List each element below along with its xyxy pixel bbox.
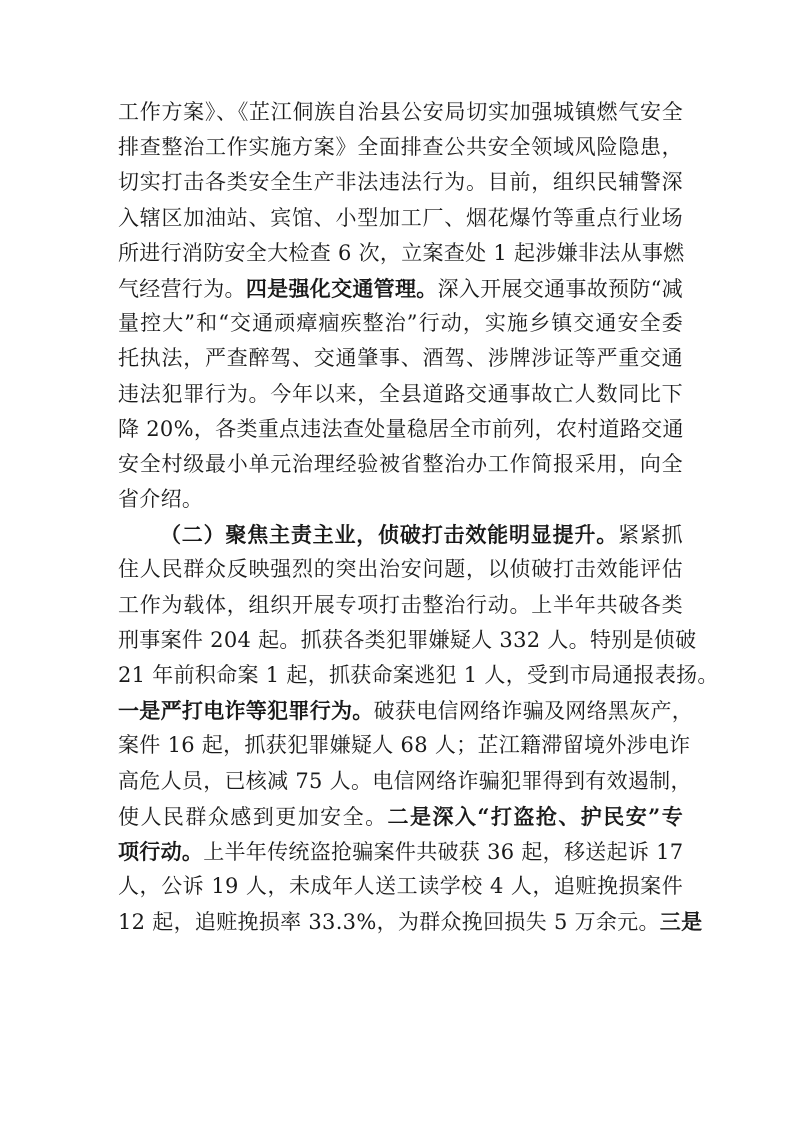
text-line: 违法犯罪行为。今年以来，全县道路交通事故亡人数同比下 [118, 381, 683, 406]
text-line: 量控大”和“交通顽瘴痼疾整治”行动，实施乡镇交通安全委 [118, 311, 683, 336]
bold-heading: 二是深入“打盗抢、护民安”专 [387, 803, 684, 829]
text-line: 高危人员，已核减 75 人。电信网络诈骗犯罪得到有效遏制， [118, 768, 692, 793]
text-line: 气经营行为。四是强化交通管理。深入开展交通事故预防“减 [118, 275, 683, 301]
bold-heading: 一是严打电诈等犯罪行为。 [118, 698, 374, 724]
text-line: 案件 16 起，抓获犯罪嫌疑人 68 人；芷江籍滞留境外涉电诈 [118, 733, 691, 758]
text-line: 工作为载体，组织开展专项打击整治行动。上半年共破各类 [118, 592, 683, 617]
text-line: 使人民群众感到更加安全。二是深入“打盗抢、护民安”专 [118, 803, 684, 829]
text-line: 一是严打电诈等犯罪行为。破获电信网络诈骗及网络黑灰产， [118, 698, 694, 724]
text-line: 住人民群众反映强烈的突出治安问题，以侦破打击效能评估 [118, 557, 683, 582]
text-line: 12 起，追赃挽损率 33.3%，为群众挽回损失 5 万余元。三是 [118, 909, 703, 935]
text-line: 人，公诉 19 人，未成年人送工读学校 4 人，追赃挽损案件 [118, 874, 683, 899]
text-line: 降 20%，各类重点违法查处量稳居全市前列，农村道路交通 [118, 416, 684, 441]
text-line: 工作方案》、《芷江侗族自治县公安局切实加强城镇燃气安全 [118, 100, 683, 124]
text-line: 切实打击各类安全生产非法违法行为。目前，组织民辅警深 [118, 170, 683, 195]
text-line: 托执法，严查醉驾、交通肇事、酒驾、涉牌涉证等严重交通 [118, 346, 683, 371]
section-heading: （二）聚焦主责主业，侦破打击效能明显提升。 [160, 522, 619, 548]
bold-heading: 四是强化交通管理。 [245, 275, 438, 301]
text-line: 排查整治工作实施方案》全面排查公共安全领域风险隐患， [118, 135, 683, 160]
section-heading-line: （二）聚焦主责主业，侦破打击效能明显提升。紧紧抓 [160, 522, 683, 548]
text-line: 安全村级最小单元治理经验被省整治办工作简报采用，向全 [118, 451, 683, 476]
text-line: 刑事案件 204 起。抓获各类犯罪嫌疑人 332 人。特别是侦破 [118, 627, 697, 652]
document-page [118, 95, 719, 940]
bold-heading: 三是 [659, 909, 703, 935]
text-line: 所进行消防安全大检查 6 次，立案查处 1 起涉嫌非法从事燃 [118, 240, 685, 265]
text-line: 省介绍。 [118, 487, 204, 512]
text-line: 入辖区加油站、宾馆、小型加工厂、烟花爆竹等重点行业场 [118, 205, 683, 230]
text-line: 21 年前积命案 1 起，抓获命案逃犯 1 人，受到市局通报表扬。 [118, 663, 719, 687]
text-line: 项行动。上半年传统盗抢骗案件共破获 36 起，移送起诉 17 [118, 838, 684, 864]
bold-heading: 项行动。 [118, 838, 204, 864]
